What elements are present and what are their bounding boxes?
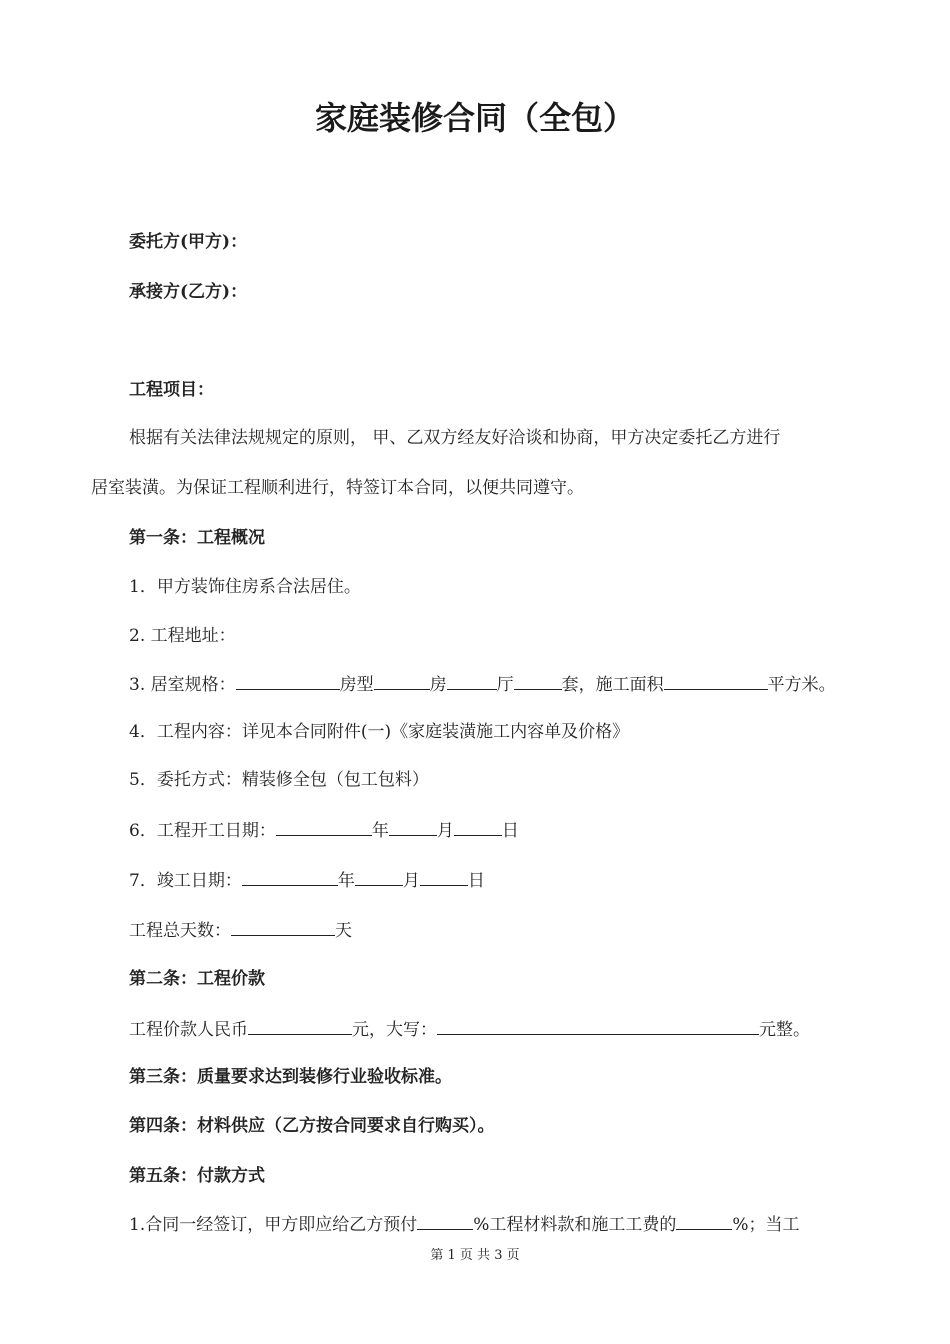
article-5-heading: 第五条：付款方式 (129, 1166, 265, 1186)
price-words-blank[interactable] (437, 1017, 759, 1035)
price-prefix: 工程价款人民币 (129, 1020, 248, 1040)
article-3-heading: 第三条：质量要求达到装修行业验收标准。 (129, 1067, 452, 1087)
hall-blank[interactable] (514, 672, 562, 690)
article-1-item-7 (129, 868, 485, 893)
article-1-item-3 (129, 672, 836, 697)
start-year-label: 年 (371, 821, 389, 841)
start-day-label: 日 (501, 821, 519, 841)
total-days-line (129, 918, 352, 943)
article-1-heading: 第一条：工程概况 (129, 528, 265, 548)
project-heading: 工程项目： (129, 380, 214, 400)
article-5-item-1 (129, 1212, 800, 1237)
start-day-blank[interactable] (454, 818, 502, 836)
price-amount-blank[interactable] (248, 1017, 352, 1035)
price-suffix: 元整。 (759, 1020, 810, 1040)
article-4-heading: 第四条：材料供应（乙方按合同要求自行购买）。 (129, 1116, 495, 1136)
article-1-item-2: 2. 工程地址： (129, 626, 236, 646)
intro-paragraph-line-2: 居室装潢。为保证工程顺利进行，特签订本合同，以便共同遵守。 (91, 478, 584, 498)
start-date-prefix: 6．工程开工日期： (129, 821, 276, 841)
suite-label: 套，施工面积 (561, 675, 664, 695)
prepay-percent-blank-2[interactable] (676, 1212, 732, 1230)
total-days-suffix: 天 (335, 921, 352, 941)
payment-prefix: 1.合同一经签订，甲方即应给乙方预付 (129, 1215, 418, 1235)
payment-mid: %工程材料款和施工工费的 (473, 1215, 677, 1235)
total-days-blank[interactable] (231, 918, 335, 936)
party-b-label: 承接方(乙方)： (129, 282, 248, 302)
document-title: 家庭装修合同（全包） (314, 99, 635, 137)
article-1-item-4: 4．工程内容：详见本合同附件(一)《家庭装潢施工内容单及价格》 (129, 722, 630, 742)
article-2-price-line (129, 1017, 810, 1042)
start-year-blank[interactable] (276, 818, 372, 836)
article-2-heading: 第二条：工程价款 (129, 969, 265, 989)
article-1-item-1: 1．甲方装饰住房系合法居住。 (129, 577, 361, 597)
start-month-blank[interactable] (389, 818, 437, 836)
room-label: 房 (429, 675, 447, 695)
finish-month-blank[interactable] (355, 868, 403, 886)
finish-date-prefix: 7．竣工日期： (129, 871, 242, 891)
item-3-prefix: 3. 居室规格： (129, 675, 236, 695)
finish-year-blank[interactable] (242, 868, 338, 886)
article-1-item-5: 5．委托方式：精装修全包（包工包料） (129, 770, 429, 790)
party-a-label: 委托方(甲方)： (129, 232, 248, 252)
sqm-label: 平方米。 (767, 675, 836, 695)
hall-label: 厅 (496, 675, 514, 695)
house-type-blank[interactable] (374, 672, 430, 690)
finish-day-blank[interactable] (420, 868, 468, 886)
room-blank[interactable] (447, 672, 497, 690)
total-days-prefix: 工程总天数： (129, 921, 231, 941)
article-1-item-6 (129, 818, 519, 843)
intro-paragraph-line-1: 根据有关法律法规规定的原则， 甲、乙双方经友好洽谈和协商，甲方决定委托乙方进行 (129, 428, 781, 448)
area-blank-1[interactable] (236, 672, 340, 690)
prepay-percent-blank-1[interactable] (417, 1212, 473, 1230)
finish-day-label: 日 (467, 871, 485, 891)
price-mid: 元，大写： (352, 1020, 437, 1040)
area-blank-2[interactable] (664, 672, 768, 690)
house-type-label: 房型 (339, 675, 374, 695)
page-footer: 第 1 页 共 3 页 (430, 1248, 520, 1263)
finish-year-label: 年 (337, 871, 355, 891)
start-month-label: 月 (436, 821, 454, 841)
finish-month-label: 月 (402, 871, 420, 891)
payment-suffix: %；当工 (732, 1215, 800, 1235)
